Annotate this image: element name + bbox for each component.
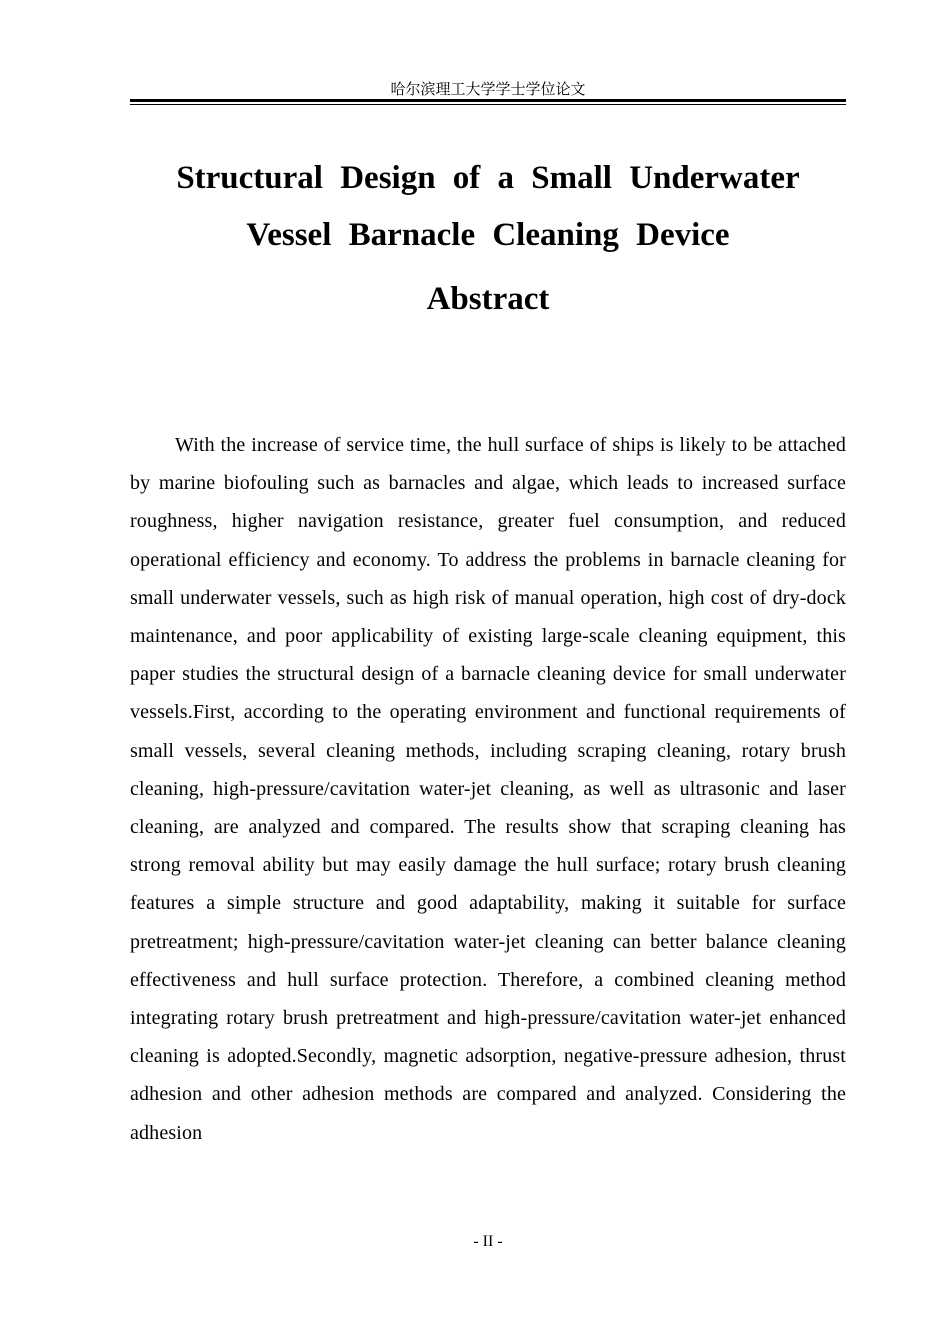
thesis-title-line-2: Vessel Barnacle Cleaning Device bbox=[246, 217, 730, 253]
header-rule-thin bbox=[130, 104, 846, 105]
thesis-title bbox=[130, 150, 846, 264]
page-number: - II - bbox=[473, 1233, 503, 1250]
abstract-body: With the increase of service time, the hull surface of ships is likely to be attached by marine biofouling such as barnacles and algae, which leads to increased surface roughness, higher navigation resistance, greater fuel consumption, and reduced operational efficiency and economy. To address the problems in barnacle cleaning for small underwater vessels, such as high risk of manual operation, high cost of dry-dock maintenance, and poor applicability of existing large-scale cleaning equipment, this paper studies the structural design of a barnacle cleaning device for small underwater vessels.First, according to the operating environment and functional requirements of small vessels, several cleaning methods, including scraping cleaning, rotary brush cleaning, high-pressure/cavitation water-jet cleaning, as well as ultrasonic and laser cleaning, are analyzed and compared. The results show that scraping cleaning has strong removal ability but may easily damage the hull surface; rotary brush cleaning features a simple structure and good adaptability, making it suitable for surface pretreatment; high-pressure/cavitation water-jet cleaning can better balance cleaning effectiveness and hull surface protection. Therefore, a combined cleaning method integrating rotary brush pretreatment and high-pressure/cavitation water-jet enhanced cleaning is adopted.Secondly, magnetic adsorption, negative-pressure adhesion, thrust adhesion and other adhesion methods are compared and analyzed. Considering the adhesion bbox=[130, 434, 846, 1144]
abstract-heading: Abstract bbox=[426, 281, 550, 317]
header-rule-thick bbox=[130, 99, 846, 102]
running-header: 哈尔滨理工大学学士学位论文 bbox=[390, 80, 586, 98]
thesis-title-line-1: Structural Design of a Small Underwater bbox=[176, 160, 800, 196]
